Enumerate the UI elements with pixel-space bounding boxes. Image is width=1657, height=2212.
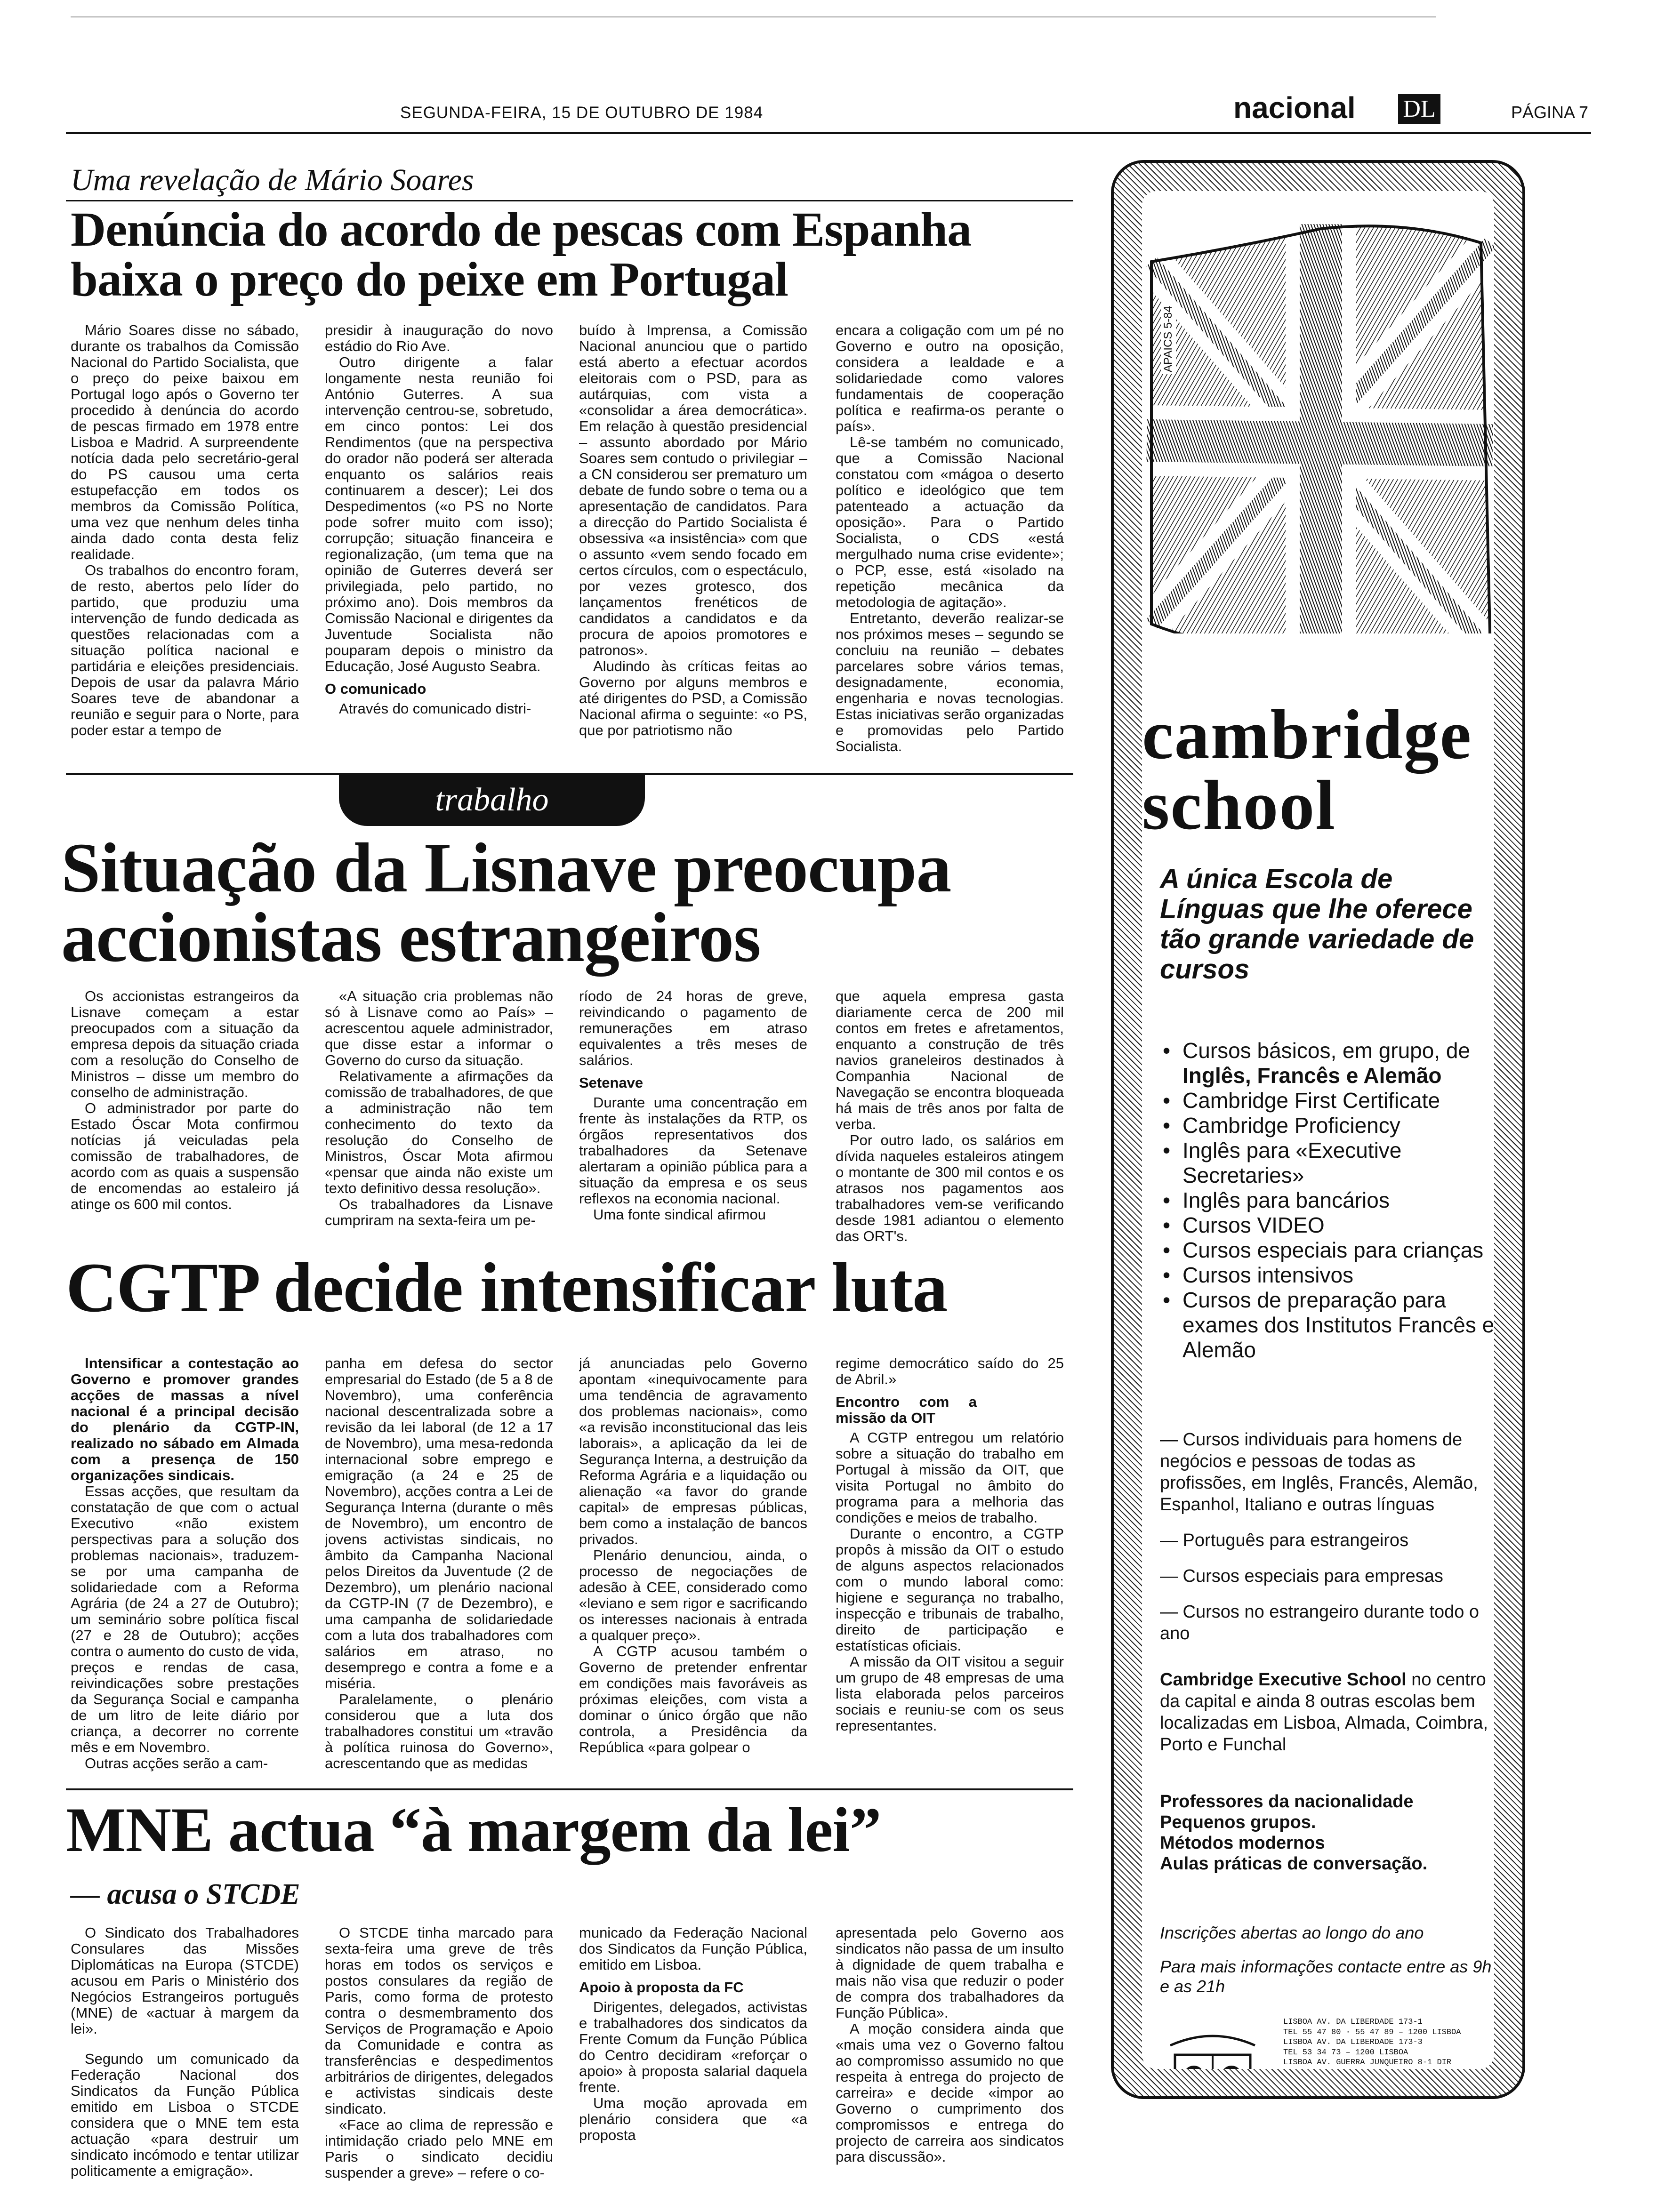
- paragraph: A moção considera ainda que «mais uma vez o Governo faltou ao compromisso assumido no que respeita à entrega do projecto de carreira» e decide «impor ao Governo o cumprimento dos compromissos e entrega do projecto de carreira aos sindicatos para discussão».: [836, 2020, 1064, 2165]
- article4-headline: MNE actua “à margem da lei”: [66, 1795, 881, 1865]
- paragraph: já anunciadas pelo Governo apontam «inequivocamente para uma tendência de agravamento dos problemas nacionais», como «a revisão inconstitucional das leis laborais», a aplicação da lei de Segurança Interna, a destruição da Reforma Agrária e a liquidação ou alienação «a favor do grande capital» de empresas públicas, bem como a instalação de bancos privados.: [579, 1355, 807, 1547]
- article1-col2: [325, 322, 553, 765]
- page-header: [0, 80, 1657, 132]
- article3-col4: [836, 1355, 1064, 1784]
- paragraph: Mário Soares disse no sábado, durante os trabalhos da Comissão Nacional do Partido Socialista, que o preço do peixe baixou em Portugal logo após o Governo ter procedido à denúncia do acordo de pescas firmado em 1978 entre Lisboa e Madrid. A surpreendente notícia dada pelo secretário-geral do PS causou uma certa estupefacção em todos os membros da Comissão Política, uma vez que nenhum deles tinha ainda dado conta desta feliz realidade.: [71, 322, 299, 562]
- address-line: TEL 55 47 80 · 55 47 89 – 1200 LISBOA: [1283, 2028, 1461, 2037]
- kicker-rule: [66, 200, 1073, 201]
- paragraph: «A situação cria problemas não só à Lisnave como ao País» – acrescentou aquele administrador, que disse estar a informar o Governo do curso da situação.: [325, 988, 553, 1068]
- subheading: Encontro com a missão da OIT: [836, 1394, 977, 1426]
- paragraph: Outras acções serão a cam-: [85, 1755, 268, 1771]
- exec-school-desc: no centro da capital e ainda 8 outras escolas bem localizadas em Lisboa, Almada, Coimbra, Porto e Funchal: [1160, 1670, 1488, 1755]
- enrolment-info: [1160, 1923, 1494, 1996]
- subheading: Apoio à proposta da FC: [579, 1979, 744, 1996]
- paragraph: A CGTP acusou também o Governo de pretender enfrentar em condições mais favoráveis as próximas eleições, com vista a dominar o único órgão que não controla, a Presidência da República «para golpear o: [579, 1643, 807, 1755]
- paragraph: Os trabalhadores da Lisnave cumpriram na sexta-feira um pe-: [325, 1196, 553, 1228]
- feature-item: Métodos modernos: [1160, 1833, 1325, 1853]
- ad-content: [1142, 191, 1494, 2069]
- enrolment-text: Inscrições abertas ao longo do ano: [1160, 1923, 1424, 1942]
- course-item: • Cambridge Proficiency: [1160, 1113, 1494, 1138]
- ad-tagline: A única Escola de Línguas que lhe oferece tão grande variedade de cursos: [1160, 864, 1474, 985]
- course-text: Cursos básicos, em grupo, de: [1182, 1038, 1471, 1063]
- union-jack-flag-illustration: [1142, 191, 1494, 681]
- paragraph: A CGTP entregou um relatório sobre a situação do trabalho em Portugal à missão da OIT, que visita Portugal no âmbito do programa para a melhoria das condições e meios de trabalho.: [836, 1429, 1064, 1526]
- feature-item: Professores da nacionalidade: [1160, 1792, 1414, 1811]
- agency-credit: APAICS 5-84: [1161, 304, 1176, 374]
- cambridge-school-ad: [1111, 160, 1525, 2099]
- school-addresses: [1283, 2017, 1494, 2069]
- section-rule: [66, 1788, 1073, 1790]
- section-name: nacional: [1233, 91, 1356, 125]
- paragraph: Por outro lado, os salários em dívida naqueles estaleiros atingem o montante de 300 mil contos e os atrasos nos pagamentos aos trabalhadores vem-se verificando desde 1981 adiantou o elemento das ORT's.: [836, 1132, 1064, 1244]
- paragraph: Os trabalhos do encontro foram, de resto, abertos pelo líder do partido, que produziu uma intervenção de fundo dedicada as questões relacionadas com a situação política nacional e partidária e eleições presidenciais. Depois de usar da palavra Mário Soares teve de abandonar a reunião e seguir para o Norte, para poder estar a tempo de: [71, 562, 299, 738]
- article2-col4: [836, 988, 1064, 1261]
- article2-col3: [579, 988, 807, 1261]
- course-item: • Inglês para «Executive Secretaries»: [1160, 1138, 1494, 1188]
- paragraph: Entretanto, deverão realizar-se nos próximos meses – segundo se concluiu na reunião – debates parcelares sobre vários temas, designadamente, economia, engenharia e novas tecnologias. Estas iniciativas serão organizadas e promovidas pelo Partido Socialista.: [836, 610, 1064, 754]
- paragraph: Uma fonte sindical afirmou: [593, 1206, 766, 1223]
- address-line: LISBOA AV. GUERRA JUNQUEIRO 8-1 DIR: [1283, 2058, 1452, 2067]
- article1-col3: [579, 322, 807, 765]
- paragraph: Durante o encontro, a CGTP propôs à missão da OIT o estudo de alguns aspectos relacionados com o mundo laboral como: higiene e segurança no trabalho, inspecção e tribunais de trabalho, direito de participação e estatísticas oficiais.: [836, 1525, 1064, 1654]
- paragraph: regime democrático saído do 25 de Abril.»: [836, 1355, 1064, 1387]
- article1-headline-line1: Denúncia do acordo de pescas com Espanha: [71, 202, 972, 256]
- article2-col1: [71, 988, 299, 1261]
- course-item: • Inglês para bancários: [1160, 1188, 1494, 1213]
- article4-subhead: — acusa o STCDE: [71, 1878, 300, 1910]
- paragraph: Paralelamente, o plenário considerou que a luta dos trabalhadores constitui um «travão à política ruinosa do Governo», acrescentando que as medidas: [325, 1691, 553, 1771]
- paragraph: O STCDE tinha marcado para sexta-feira uma greve de três horas em todos os serviços e postos consulares da região de Paris, como forma de protesto contra o desmembramento dos Serviços de Programação e Apoio da Comunidade e contra as transferências e despedimentos arbitrários de dirigentes, delegados e activistas sindicais deste sindicato.: [325, 1925, 553, 2117]
- other-course-item: — Cursos no estrangeiro durante todo o ano: [1160, 1602, 1480, 1643]
- article4-col1: [71, 1925, 299, 2198]
- paragraph: presidir à inauguração do novo estádio do Rio Ave.: [325, 322, 553, 354]
- top-edge-line: [71, 16, 1436, 17]
- other-course-item: — Cursos individuais para homens de negócios e pessoas de todas as profissões, em Inglês, Francês, Alemão, Espanhol, Italiano e outras línguas: [1160, 1430, 1478, 1515]
- feature-item: Pequenos grupos.: [1160, 1812, 1316, 1832]
- paragraph: encara a coligação com um pé no Governo e outro na oposição, considera a lealdade e a solidariedade como valores fundamentais de cooperação política e reafirma-os perante o país».: [836, 322, 1064, 434]
- paragraph: Outro dirigente a falar longamente nesta reunião foi António Guterres. A sua intervenção centrou-se, sobretudo, em cinco pontos: Lei dos Rendimentos (que na perspectiva do orador não poderá ser alterada enquanto os salários reais continuarem a descer); Lei dos Despedimentos («o PS no Norte pode sofrer muito com isso); corrupção; situação financeira e regionalização, (um tema que na opinião de Guterres deverá ser privilegiada, pelo partido, no próximo ano). Dois membros da Comissão Nacional e dirigentes da Juventude Socialista não pouparam depois o ministro da Educação, José Augusto Seabra.: [325, 354, 553, 674]
- article2-col2: [325, 988, 553, 1261]
- paragraph: Essas acções, que resultam da constatação de que com o actual Executivo «não existem perspectivas para a solução dos problemas nacionais», traduzem-se por uma campanha de solidariedade com a Reforma Agrária (de 24 a 27 de Outubro); um seminário sobre política fiscal (27 e 28 de Outubro); acções contra o aumento do custo de vida, preços e rendas de casa, reivindicações sobre prestações da Segurança Social e campanha de um litro de leite diário por criança, a decorrer no corrente mês e em Novembro.: [71, 1483, 299, 1755]
- exec-school-info: [1160, 1669, 1494, 1755]
- address-line: [1283, 2068, 1494, 2069]
- article1-headline-line2: baixa o preço do peixe em Portugal: [71, 252, 788, 307]
- subheading: O comunicado: [325, 681, 426, 697]
- article1-col4: [836, 322, 1064, 765]
- course-item: • Cursos VIDEO: [1160, 1213, 1494, 1238]
- paragraph: A missão da OIT visitou a seguir um grupo de 48 empresas de uma lista elaborada pelos parceiros sociais e reuniu-se com os seus representantes.: [836, 1653, 1064, 1734]
- article3-col2: [325, 1355, 553, 1784]
- flag-drawing: [1142, 191, 1494, 681]
- features-list: [1160, 1791, 1494, 1874]
- article3-col1: [71, 1355, 299, 1784]
- exec-school-name: Cambridge Executive School: [1160, 1670, 1407, 1690]
- paragraph: Dirigentes, delegados, activistas e trabalhadores dos sindicatos da Frente Comum da Função Pública do Centro decidiram «reforçar o apoio» à proposta salarial daquela frente.: [579, 1999, 807, 2095]
- page-number: PÁGINA 7: [1511, 103, 1589, 122]
- paragraph: Uma moção aprovada em plenário considera que «a proposta: [579, 2095, 807, 2143]
- paragraph: Através do comunicado distri-: [339, 700, 531, 717]
- course-list: [1160, 1038, 1494, 1362]
- lead-paragraph: Intensificar a contestação ao Governo e promover grandes acções de massas a nível nacional é a principal decisão do plenário da CGTP-IN, realizado no sábado em Almada com a presença de 150 organizações sindicais.: [71, 1355, 299, 1483]
- course-item: • Cursos especiais para crianças: [1160, 1238, 1494, 1263]
- subheading: Setenave: [579, 1074, 643, 1091]
- paragraph: panha em defesa do sector empresarial do Estado (de 5 a 8 de Novembro), uma conferência nacional descentralizada sobre a revisão da lei laboral (de 12 a 17 de Novembro), uma mesa-redonda internacional sobre emprego e emigração (a 24 e 25 de Novembro), acções contra a Lei de Segurança Interna (durante o mês de Novembro), um encontro de jovens activistas sindicais, no âmbito da Campanha Nacional pelos Direitos da Juventude (2 de Dezembro), um plenário nacional da CGTP-IN (7 de Dezembro), e uma campanha de solidariedade com a luta dos trabalhadores com salários em atraso, no desemprego e contra a fome e a miséria.: [325, 1355, 553, 1691]
- address-line: LISBOA AV. DA LIBERDADE 173-1: [1283, 2018, 1423, 2027]
- section-banner: trabalho: [339, 774, 645, 826]
- address-line: TEL 53 34 73 – 1200 LISBOA: [1283, 2048, 1408, 2057]
- crest-icon: [1156, 2027, 1269, 2069]
- article4-col3: [579, 1925, 807, 2198]
- paragraph: O administrador por parte do Estado Óscar Mota confirmou notícias já veiculadas pela comissão de trabalhadores, de acordo com as quais a suspensão de encomendas ao estaleiro já atinge os 600 mil contos.: [71, 1100, 299, 1212]
- paragraph: «Face ao clima de repressão e intimidação criado pelo MNE em Paris o sindicato decidiu suspender a greve» – refere o co-: [325, 2116, 553, 2181]
- brand-line1: cambridge: [1142, 696, 1472, 774]
- other-course-item: — Cursos especiais para empresas: [1160, 1566, 1443, 1586]
- course-item: • Cursos de preparação para exames dos Institutos Francês e Alemão: [1160, 1288, 1494, 1362]
- newspaper-logo: DL: [1398, 94, 1440, 124]
- paragraph: municado da Federação Nacional dos Sindicatos da Função Pública, emitido em Lisboa.: [579, 1925, 807, 1973]
- article2-headline: [61, 829, 1097, 977]
- paragraph: Durante uma concentração em frente às instalações da RTP, os órgãos representativos dos trabalhadores da Setenave alertaram a opinião pública para a situação da empresa e os seus reflexos na economia nacional.: [579, 1094, 807, 1207]
- header-rule: [66, 132, 1591, 134]
- issue-date: SEGUNDA-FEIRA, 15 DE OUTUBRO DE 1984: [400, 104, 764, 122]
- article1-col1: [71, 322, 299, 765]
- paragraph: buído à Imprensa, a Comissão Nacional anunciou que o partido está aberto a efectuar acordos eleitorais com o PSD, para as autárquias, com vista a «consolidar a área democrática». Em relação à questão presidencial – assunto abordado por Mário Soares sem contudo o privilegiar – a CN considerou ser prematuro um debate de fundo sobre o tema ou a apresentação de candidatos. Para a direcção do Partido Socialista é obsessiva «a insistência» com que o assunto «vem sendo focado em certos círculos, com o espectáculo, por vezes grotesco, dos lançamentos frenéticos de candidatos a candidatos e da procura de apoios promotores e patronos».: [579, 322, 807, 658]
- article4-col2: [325, 1925, 553, 2198]
- paragraph: Relativamente a afirmações da comissão de trabalhadores, de que a administração não tem conhecimento do texto da resolução do Conselho de Ministros, Óscar Mota afirmou «pensar que ainda não existe um texto definitivo dessa resolução».: [325, 1068, 553, 1196]
- brand-logo: [1142, 696, 1494, 844]
- paragraph: Os accionistas estrangeiros da Lisnave começam a estar preocupados com a situação da empresa depois da situação criada com a resolução do Conselho de Ministros – disse um membro do conselho de administração.: [71, 988, 299, 1100]
- course-item: • Cursos intensivos: [1160, 1263, 1494, 1288]
- brand-line2: school: [1142, 766, 1336, 844]
- paragraph: ríodo de 24 horas de greve, reivindicando o pagamento de remunerações em atraso equivalentes a três meses de salários.: [579, 988, 807, 1068]
- paragraph: Lê-se também no comunicado, que a Comissão Nacional constatou com «mágoa o deserto político e ideológico que tem patenteado a actuação da oposição». Para o Partido Socialista, o CDS «está mergulhado numa crise evidente»; o PCP, esse, está «isolado na repetição mecânica da metodologia de agitação».: [836, 434, 1064, 610]
- contact-text: Para mais informações contacte entre as 9h e as 21h: [1160, 1957, 1492, 1996]
- other-courses: [1160, 1429, 1494, 1659]
- course-languages: Inglês, Francês e Alemão: [1182, 1063, 1442, 1088]
- paragraph: Segundo um comunicado da Federação Nacional dos Sindicatos da Função Pública emitido em Lisboa o STCDE considera que o MNE tem esta actuação «para destruir um sindicato incómodo e tentar utilizar politicamente a emigração».: [71, 2051, 299, 2179]
- paragraph: Plenário denunciou, ainda, o processo de negociações de adesão à CEE, considerado como «leviano e sem rigor e sacrificando os interesses nacionais à entrada a qualquer preço».: [579, 1547, 807, 1643]
- paragraph: que aquela empresa gasta diariamente cerca de 200 mil contos em fretes e afretamentos, enquanto a construção de três navios graneleiros destinados à Companhia Nacional de Navegação se encontra bloqueada há mais de três anos por falta de verba.: [836, 988, 1064, 1132]
- article2-headline-line1: Situação da Lisnave preocupa: [61, 829, 951, 907]
- article1-kicker: Uma revelação de Mário Soares: [71, 163, 474, 197]
- article1-headline: [71, 202, 1097, 307]
- article3-headline: CGTP decide intensificar luta: [66, 1249, 948, 1327]
- feature-item: Aulas práticas de conversação.: [1160, 1854, 1428, 1874]
- article3-col3: [579, 1355, 807, 1784]
- course-item: [1160, 1038, 1494, 1088]
- paragraph: O Sindicato dos Trabalhadores Consulares das Missões Diplomáticas na Europa (STCDE) acusou em Paris o Ministério dos Negócios Estrangeiros português (MNE) de «actuar à margem da lei».: [71, 1925, 299, 2037]
- other-course-item: — Português para estrangeiros: [1160, 1531, 1409, 1550]
- article4-col4: [836, 1925, 1064, 2198]
- paragraph: Aludindo às críticas feitas ao Governo por alguns membros e até dirigentes do PSD, a Comissão Nacional afirma o seguinte: «o PS, que por patriotismo não: [579, 658, 807, 738]
- course-item: • Cambridge First Certificate: [1160, 1088, 1494, 1113]
- article2-headline-line2: accionistas estrangeiros: [61, 898, 761, 977]
- address-line: LISBOA AV. DA LIBERDADE 173-3: [1283, 2038, 1423, 2047]
- paragraph: apresentada pelo Governo aos sindicatos não passa de um insulto à dignidade de quem trabalha e mais não visa que reduzir o poder de compra dos trabalhadores da Função Pública».: [836, 1925, 1064, 2021]
